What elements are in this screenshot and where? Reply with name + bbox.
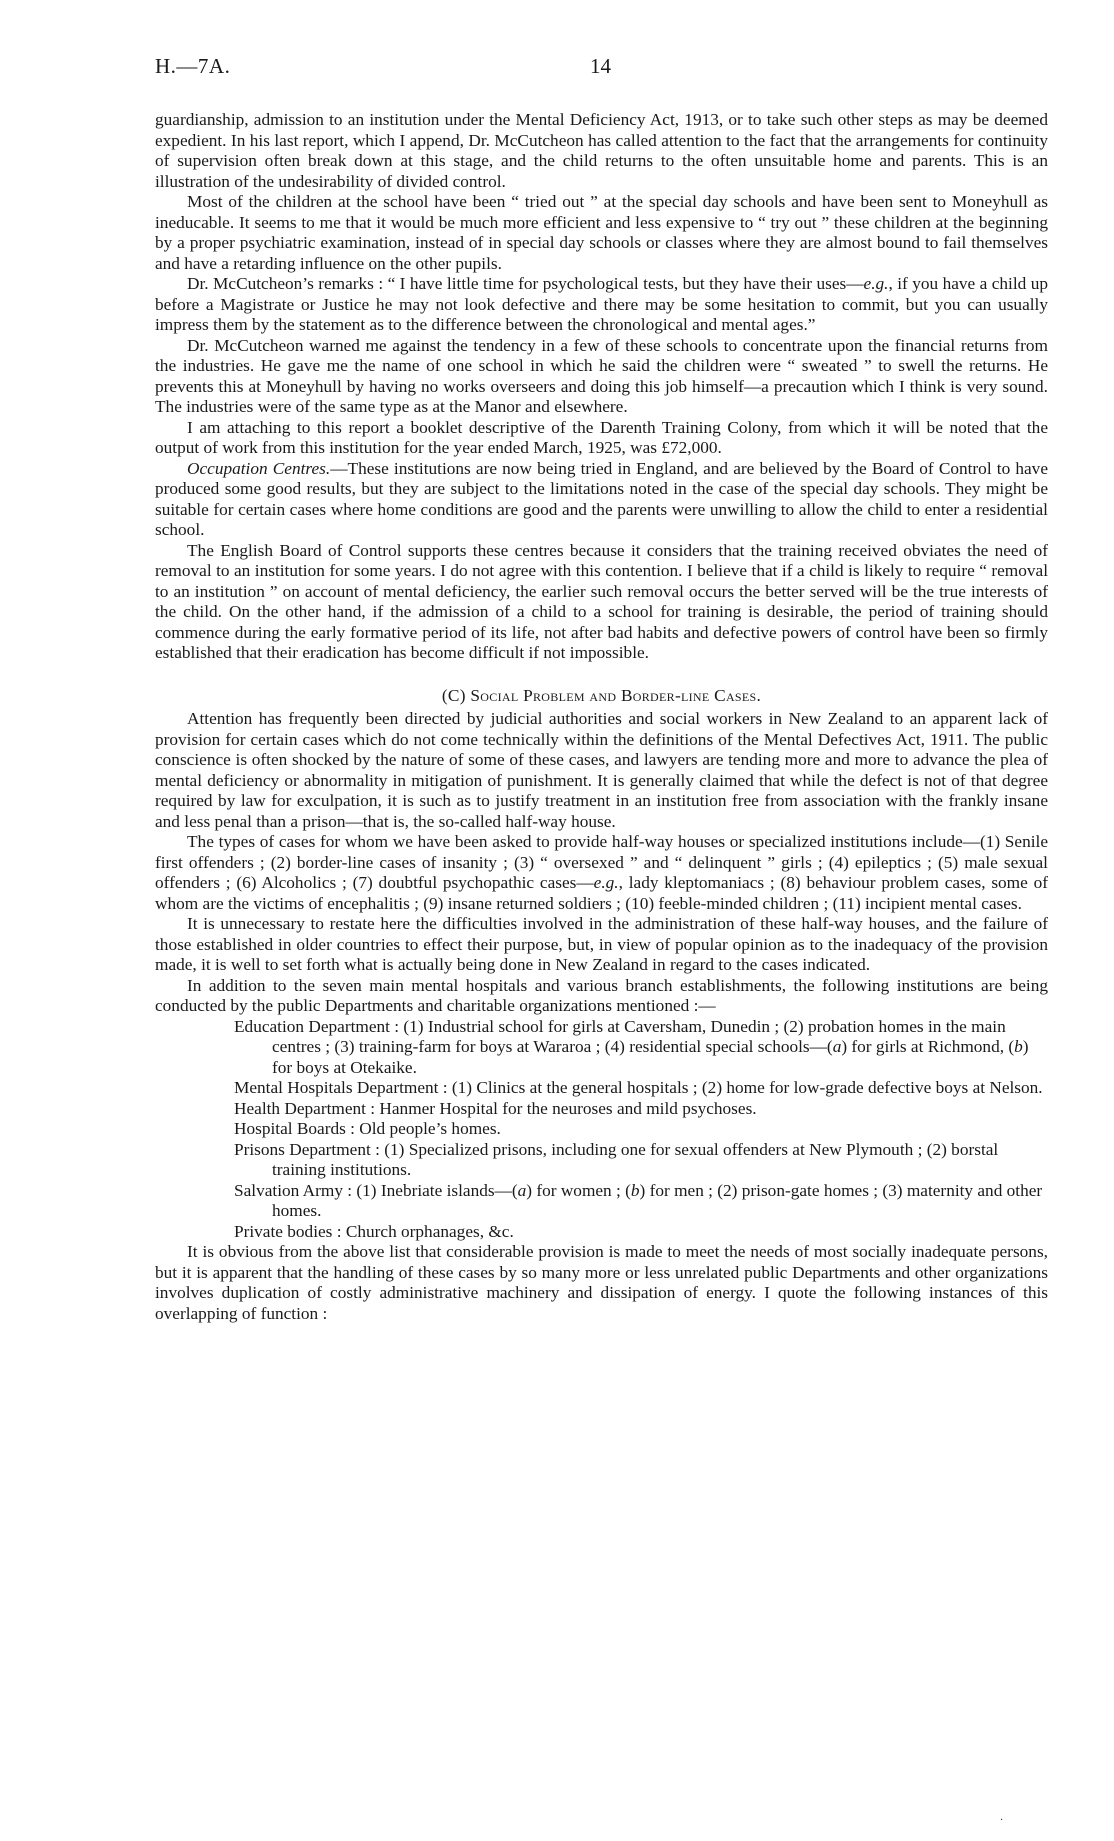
list-item-text: ) for boys at Otekaike. [272,1037,1029,1077]
list-item [234,1119,1048,1140]
paragraph: I am attaching to this report a booklet descriptive of the Darenth Training Colony, from which it will be noted that the output of work from this institution for the year ended March, 1925, was £72,000. [155,417,1048,457]
section-heading: (C) Social Problem and Border-line Cases. [441,685,762,705]
list-item [234,1140,1048,1181]
italic-text: a [832,1037,842,1056]
italic-text: e.g. [863,274,889,293]
institution-list [155,1017,1048,1243]
list-item-text: Mental Hospitals Department : (1) Clinics at the general hospitals ; (2) home for low-grade defective boys at Nelson. [234,1078,1043,1097]
list-item-text: Private bodies : Church orphanages, &c. [234,1221,514,1241]
italic-text: e.g. [593,873,619,892]
paragraph: Dr. McCutcheon warned me against the tendency in a few of these schools to concentrate upon the financial returns from the industries. He gave me the name of one school in which he said the children were “ sweated ” to swell the returns. He prevents this at Moneyhull by having no works overseers and doing this job himself—a precaution which I think is very sound. The industries were of the same type as at the Manor and elsewhere. [155,335,1048,416]
list-item [234,1099,1048,1120]
paragraph-text: , if you have a child up before a Magistrate or Justice he may not look defective and there may be some hesitation to commit, but you can usually impress them by the statement as to the difference between the chronological and mental ages.” [155,274,1048,334]
body-text [155,110,1048,1324]
list-item-text: Salvation Army : (1) Inebriate islands—( [234,1180,518,1200]
paragraph: Attention has frequently been directed by judicial authorities and social workers in New Zealand to an apparent lack of provision for certain cases which do not come technically within the definitions of the Mental Defectives Act, 1911. The public conscience is often shocked by the nature of some of these cases, and lawyers are tending more and more to advance the plea of mental deficiency or abnormality in mitigation of punishment. It is generally claimed that while the defect is not of that degree required by law for exculpation, it is such as to justify treatment in an institution free from association with the frankly insane and less penal than a prison—that is, the so-called half-way house. [155,709,1048,831]
paragraph: The English Board of Control supports these centres because it considers that the training received obviates the need of removal to an institution for some years. I do not agree with this contention. I believe that if a child is likely to require “ removal to an institution ” on account of mental deficiency, the earlier such removal occurs the better served will be the true interests of the child. On the other hand, if the admission of a child to a school for training is desirable, the period of training should commence during the early formative period of its life, not after bad habits and defective powers of control have been so firmly established that their eradication has become difficult if not impossible. [155,540,1048,662]
list-item [234,1078,1048,1099]
paragraph: guardianship, admission to an institution under the Mental Deficiency Act, 1913, or to take such other steps as may be deemed expedient. In his last report, which I append, Dr. McCutcheon has called attention to the fact that the arrangements for continuity of supervision often break down at this stage, and the child returns to the often unsuitable home and parents. This is an illustration of the undesirability of divided control. [155,110,1048,191]
list-item-text: ) for women ; ( [526,1180,631,1200]
list-item [234,1222,1048,1243]
paragraph [155,459,1048,541]
italic-text: b [1014,1037,1023,1056]
list-item-text: Health Department : Hanmer Hospital for the neuroses and mild psychoses. [234,1098,757,1118]
report-code: H.—7A. [155,54,231,78]
italic-text: a [517,1180,527,1200]
list-item-text: ) for men ; (2) prison-gate homes ; (3) maternity and other homes. [272,1180,1043,1220]
paragraph-text: , lady kleptomaniacs ; (8) behaviour problem cases, some of whom are the victims of encephalitis ; (9) insane returned soldiers ; (10) feeble-minded children ; (11) incipient mental cases. [155,873,1048,913]
paragraph: Most of the children at the school have been “ tried out ” at the special day schools and have been sent to Moneyhull as ineducable. It seems to me that it would be much more efficient and less expensive to “ try out ” these children at the beginning by a proper psychiatric examination, instead of in special day schools or classes where they are almost bound to fail themselves and have a retarding influence on the other pupils. [155,192,1048,273]
list-item-text: Hospital Boards : Old people’s homes. [234,1119,501,1138]
paragraph [155,832,1048,914]
italic-text: b [630,1180,640,1200]
paragraph [155,274,1048,336]
paragraph-text: —These institutions are now being tried in England, and are believed by the Board of Control to have produced some good results, but they are subject to the limitations noted in the case of the special day schools. They might be suitable for certain cases where home conditions are good and the parents were unwilling to allow the child to enter a residential school. [155,458,1048,539]
list-item [234,1017,1048,1079]
page-number: 14 [590,54,611,78]
italic-subheading: Occupation Centres. [187,458,331,478]
list-item [234,1181,1048,1222]
paragraph-text: The types of cases for whom we have been asked to provide half-way houses or specialized institutions include—(1) Senile first offenders ; (2) border-line cases of insanity ; (3) “ oversexed ” and “ delinquent ” girls ; (4) epileptics ; (5) male sexual offenders ; (6) Alcoholics ; (7) doubtful psychopathic cases— [155,832,1048,892]
paragraph-text: Dr. McCutcheon’s remarks : “ I have little time for psychological tests, but they have their uses— [187,274,864,293]
list-item-text: Prisons Department : (1) Specialized prisons, including one for sexual offenders at New Plymouth ; (2) borstal training institutions. [234,1139,999,1179]
list-item-text: Education Department : (1) Industrial school for girls at Caversham, Dunedin ; (2) probation homes in the main centres ; (3) training-farm for boys at Wararoa ; (4) residential special schools—( [234,1016,1006,1056]
speck-mark: · [1000,1815,1004,1826]
list-item-text: ) for girls at Richmond, ( [841,1037,1015,1056]
paragraph: It is obvious from the above list that considerable provision is made to meet the needs of most socially inadequate persons, but it is apparent that the handling of these cases by so many more or less unrelated public Departments and other organizations involves duplication of costly administrative machinery and dissipation of energy. I quote the following instances of this overlapping of function : [155,1242,1048,1323]
paragraph: In addition to the seven main mental hospitals and various branch establishments, the following institutions are being conducted by the public Departments and charitable organizations mentioned :— [155,975,1048,1015]
paragraph: It is unnecessary to restate here the difficulties involved in the administration of these half-way houses, and the failure of those established in older countries to effect their purpose, but, in view of popular opinion as to the inadequacy of the provision made, it is well to set forth what is actually being done in New Zealand in regard to the cases indicated. [155,914,1048,974]
